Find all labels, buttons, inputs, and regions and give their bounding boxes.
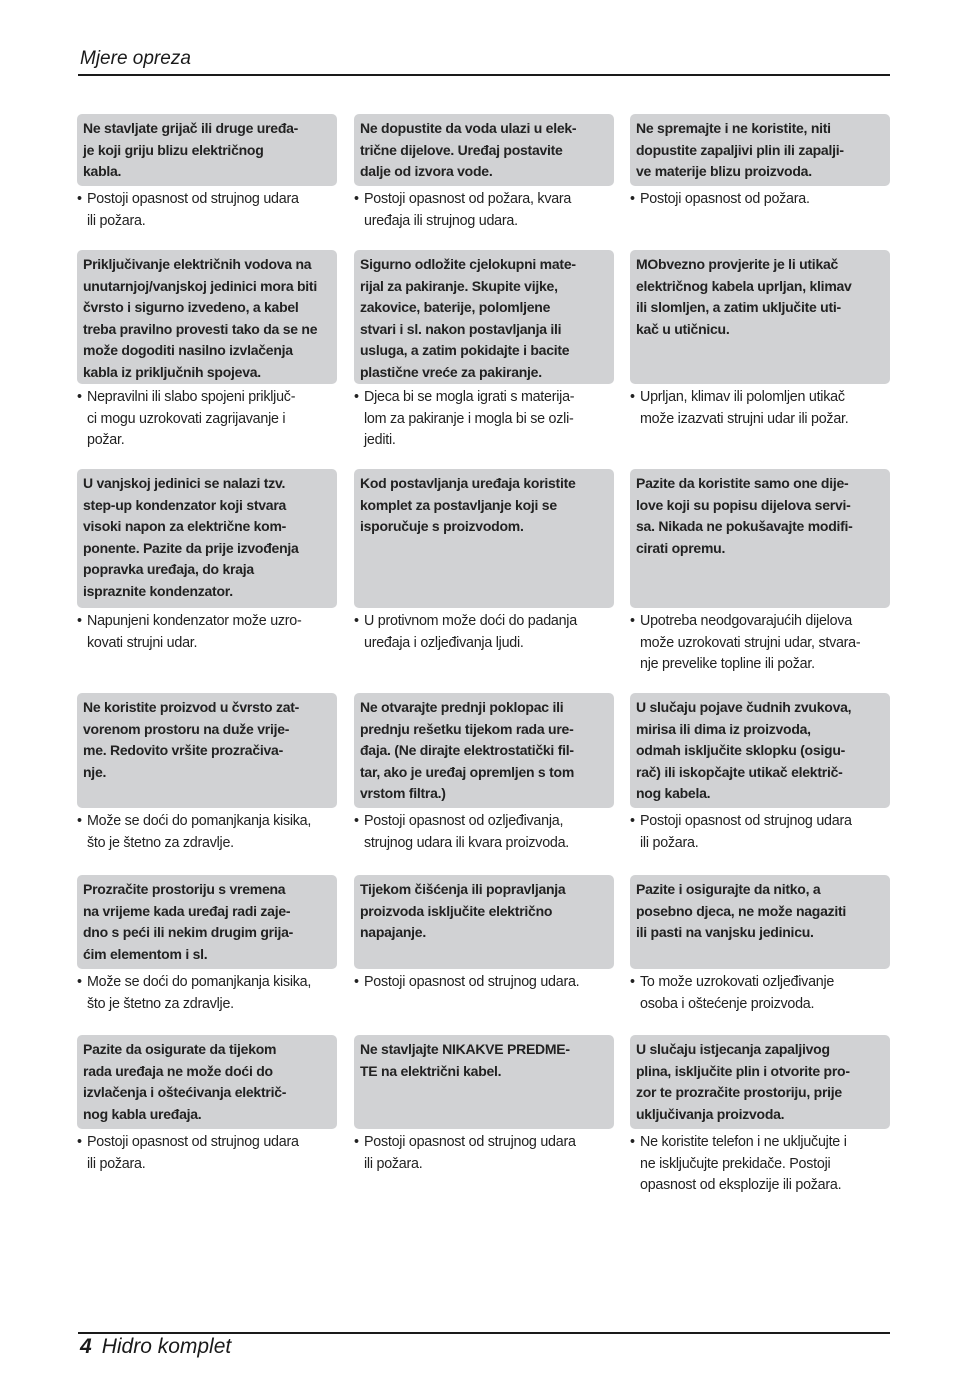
footer-rule [78,1332,890,1334]
precaution-note: • Postoji opasnost od strujnog udara ili požara. [77,1132,337,1175]
page-number: 4 [80,1335,92,1358]
footer-title: Hidro komplet [101,1335,232,1358]
precaution-item [77,1035,337,1175]
precaution-heading: Prozračite prostoriju s vremena na vrijeme kada uređaj radi zaje- dno s peći ili nekim drugim grija- ćim elementom i sl. [77,875,337,969]
precaution-note: • Postoji opasnost od strujnog udara ili požara. [630,811,890,854]
precaution-heading: Kod postavljanja uređaja koristite komplet za postavljanje koji se isporučuje s proizvodom. [354,469,614,608]
precaution-note: • Postoji opasnost od strujnog udara. [354,972,614,994]
precaution-note: • Upotreba neodgovarajućih dijelova može uzrokovati strujni udar, stvara- nje prevelike topline ili požar. [630,611,890,676]
precaution-item [354,693,614,854]
precaution-note: • Postoji opasnost od ozljeđivanja, strujnog udara ili kvara proizvoda. [354,811,614,854]
precaution-note: • Može se doći do pomanjkanja kisika, što je štetno za zdravlje. [77,972,337,1015]
precaution-heading: U slučaju istjecanja zapaljivog plina, isključite plin i otvorite pro- zor te prozračite prostoriju, prije uključivanja proizvoda. [630,1035,890,1129]
precaution-item [630,875,890,1015]
precaution-note: • Djeca bi se mogla igrati s materija- lom za pakiranje i mogla bi se ozli- jediti. [354,387,614,452]
precaution-item [77,114,337,232]
precaution-item [77,693,337,854]
precaution-item [354,1035,614,1175]
header-rule [78,74,890,76]
precaution-heading: Pazite da koristite samo one dije- love koji su popisu dijelova servi- sa. Nikada ne pokušavajte modifi- cirati opremu. [630,469,890,608]
precaution-heading: Ne dopustite da voda ulazi u elek- trične dijelove. Uređaj postavite dalje od izvora vode. [354,114,614,186]
precaution-item [630,114,890,211]
precaution-heading: Ne spremajte i ne koristite, niti dopustite zapaljivi plin ili zapalji- ve materije blizu proizvoda. [630,114,890,186]
precaution-item [630,250,890,430]
precaution-note: • Može se doći do pomanjkanja kisika, što je štetno za zdravlje. [77,811,337,854]
precaution-note: • Napunjeni kondenzator može uzro- kovati strujni udar. [77,611,337,654]
precaution-heading: MObvezno provjerite je li utikač električnog kabela uprljan, klimav ili slomljen, a zatim uključite uti- kač u utičnicu. [630,250,890,384]
precaution-item [630,1035,890,1197]
precaution-item [77,875,337,1015]
precaution-heading: Pazite i osigurajte da nitko, a posebno djeca, ne može nagaziti ili pasti na vanjsku jedinicu. [630,875,890,969]
precaution-heading: Sigurno odložite cjelokupni mate- rijal za pakiranje. Skupite vijke, zakovice, baterije, polomljene stvari i sl. nakon postavljanja ili usluga, a zatim pokidajte i bacite plastične vreće za pakiranje. [354,250,614,384]
precaution-heading: U slučaju pojave čudnih zvukova, mirisa ili dima iz proizvoda, odmah isključite sklopku (osigu- rač) ili iskopčajte utikač električ- nog kabela. [630,693,890,808]
precaution-heading: Ne stavljajte NIKAKVE PREDME- TE na električni kabel. [354,1035,614,1129]
precaution-note: • Postoji opasnost od požara, kvara uređaja ili strujnog udara. [354,189,614,232]
precaution-item [630,693,890,854]
precaution-heading: Tijekom čišćenja ili popravljanja proizvoda isključite električno napajanje. [354,875,614,969]
precaution-note: • Uprljan, klimav ili polomljen utikač može izazvati strujni udar ili požar. [630,387,890,430]
precaution-note: • Ne koristite telefon i ne uključujte i ne isključujte prekidače. Postoji opasnost od eksplozije ili požara. [630,1132,890,1197]
precaution-heading: Priključivanje električnih vodova na unutarnjoj/vanjskoj jedinici mora biti čvrsto i sigurno izvedeno, a kabel treba pravilno provesti tako da se ne može dogoditi nasilno izvlačenja kabla iz priključnih spojeva. [77,250,337,384]
precaution-heading: Ne koristite proizvod u čvrsto zat- vorenom prostoru na duže vrije- me. Redovito vršite prozračiva- nje. [77,693,337,808]
precaution-note: • To može uzrokovati ozljeđivanje osoba i oštećenje proizvoda. [630,972,890,1015]
precaution-item [354,114,614,232]
precaution-item [354,469,614,654]
precaution-heading: U vanjskoj jedinici se nalazi tzv. step-up kondenzator koji stvara visoki napon za električne kom- ponente. Pazite da prije izvođenja popravka uređaja, do kraja ispraznite kondenzator. [77,469,337,608]
precaution-item [77,469,337,654]
page-header-title: Mjere opreza [80,48,191,69]
precaution-heading: Pazite da osigurate da tijekom rada uređaja ne može doći do izvlačenja i oštećivanja električ- nog kabla uređaja. [77,1035,337,1129]
precaution-heading: Ne stavljate grijač ili druge uređa- je koji griju blizu električnog kabla. [77,114,337,186]
precaution-note: • Nepravilni ili slabo spojeni priključ- ci mogu uzrokovati zagrijavanje i požar. [77,387,337,452]
precaution-item [77,250,337,452]
precaution-heading: Ne otvarajte prednji poklopac ili prednju rešetku tijekom rada ure- đaja. (Ne dirajte elektrostatički fil- tar, ako je uređaj opremljen s tom vrstom filtra.) [354,693,614,808]
precaution-note: • Postoji opasnost od strujnog udara ili požara. [354,1132,614,1175]
precaution-note: • Postoji opasnost od požara. [630,189,890,211]
precaution-item [630,469,890,676]
precaution-item [354,875,614,994]
precaution-item [354,250,614,452]
precaution-note: • Postoji opasnost od strujnog udara ili požara. [77,189,337,232]
page-footer [80,1335,231,1359]
precaution-note: • U protivnom može doći do padanja uređaja i ozljeđivanja ljudi. [354,611,614,654]
